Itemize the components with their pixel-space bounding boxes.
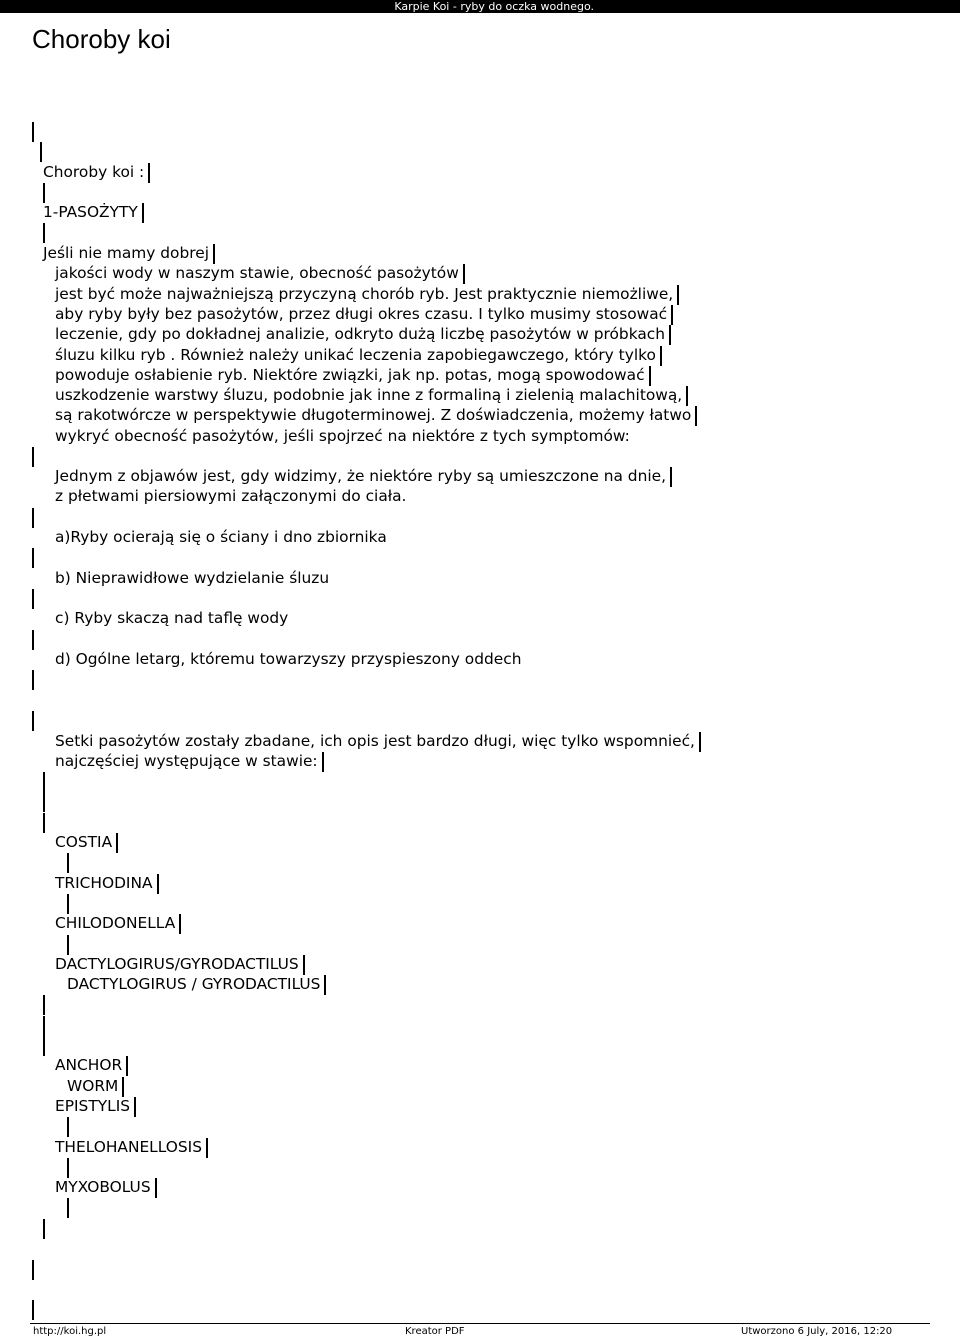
line-box <box>32 446 34 467</box>
section-title: 1-PASOŻYTY <box>43 203 138 221</box>
parasite-item <box>55 913 181 934</box>
missing-glyph-box-icon <box>660 346 662 366</box>
paragraph-line <box>43 243 215 264</box>
line-box <box>43 1218 45 1239</box>
line-box <box>67 893 69 914</box>
symptom-item <box>55 568 329 588</box>
missing-glyph-box-icon <box>43 995 45 1015</box>
missing-glyph-box-icon <box>142 203 144 223</box>
paragraph-line <box>55 405 697 426</box>
paragraph-line <box>55 345 662 366</box>
parasite-item <box>67 1076 124 1097</box>
missing-glyph-box-icon <box>67 935 69 955</box>
missing-glyph-box-icon <box>32 670 34 690</box>
paragraph-line <box>55 751 324 772</box>
parasite-item <box>55 954 305 975</box>
paragraph-line <box>55 365 651 386</box>
missing-glyph-box-icon <box>324 975 326 995</box>
line-box <box>32 547 34 568</box>
paragraph-line <box>55 466 672 487</box>
missing-glyph-box-icon <box>32 548 34 568</box>
missing-glyph-box-icon <box>43 1219 45 1239</box>
missing-glyph-box-icon <box>686 386 688 406</box>
paragraph-text: uszkodzenie warstwy śluzu, podobnie jak inne z formaliną i zielenią malachitową, <box>55 386 683 404</box>
symptom-text: d) Ogólne letarg, któremu towarzyszy przyspieszony oddech <box>55 650 522 668</box>
line-box <box>43 812 45 833</box>
missing-glyph-box-icon <box>40 142 42 162</box>
missing-glyph-box-icon <box>67 1117 69 1137</box>
line-box <box>32 588 34 609</box>
symptom-item <box>55 527 387 547</box>
missing-glyph-box-icon <box>32 711 34 731</box>
parasite-name: EPISTYLIS <box>55 1097 130 1115</box>
parasite-item <box>55 873 159 894</box>
missing-glyph-box-icon <box>699 732 701 752</box>
line-box <box>32 507 34 528</box>
symptom-text: b) Nieprawidłowe wydzielanie śluzu <box>55 569 330 587</box>
heading-text: Choroby koi : <box>43 163 145 181</box>
missing-glyph-box-icon <box>43 183 45 203</box>
line-box <box>32 1259 34 1280</box>
parasite-item <box>55 1137 208 1158</box>
paragraph-text: jakości wody w naszym stawie, obecność pasożytów <box>55 264 459 282</box>
line-box <box>67 1197 69 1218</box>
missing-glyph-box-icon <box>148 163 150 183</box>
paragraph-text: Setki pasożytów zostały zbadane, ich opis jest bardzo długi, więc tylko wspomnieć, <box>55 732 695 750</box>
line-box <box>43 791 45 812</box>
line-box <box>32 629 34 650</box>
parasite-item <box>55 832 118 853</box>
missing-glyph-box-icon <box>32 630 34 650</box>
symptom-item <box>55 608 288 628</box>
missing-glyph-box-icon <box>322 752 324 772</box>
line-box <box>32 710 34 731</box>
symptom-item <box>55 649 521 669</box>
missing-glyph-box-icon <box>67 853 69 873</box>
line-box <box>40 141 42 162</box>
missing-glyph-box-icon <box>303 955 305 975</box>
page-title: Choroby koi <box>32 24 171 54</box>
missing-glyph-box-icon <box>32 1260 34 1280</box>
missing-glyph-box-icon <box>677 285 679 305</box>
parasite-name: DACTYLOGIRUS/GYRODACTILUS <box>55 955 299 973</box>
missing-glyph-box-icon <box>155 1178 157 1198</box>
parasite-name: THELOHANELLOSIS <box>55 1138 202 1156</box>
missing-glyph-box-icon <box>43 792 45 812</box>
paragraph-text: aby ryby były bez pasożytów, przez długi okres czasu. I tylko musimy stosować <box>55 305 668 323</box>
parasite-name: MYXOBOLUS <box>55 1178 151 1196</box>
missing-glyph-box-icon <box>43 1016 45 1036</box>
missing-glyph-box-icon <box>43 813 45 833</box>
line-box <box>43 1015 45 1036</box>
footer-created-date: Utworzono 6 July, 2016, 12:20 <box>741 1326 893 1337</box>
missing-glyph-box-icon <box>116 833 118 853</box>
paragraph-text: wykryć obecność pasożytów, jeśli spojrzeć na niektóre z tych symptomów: <box>55 427 630 445</box>
heading-line <box>43 162 150 183</box>
missing-glyph-box-icon <box>67 1158 69 1178</box>
line-box <box>43 771 45 792</box>
paragraph-line <box>55 486 406 506</box>
missing-glyph-box-icon <box>126 1056 128 1076</box>
parasite-name: WORM <box>67 1077 119 1095</box>
line-box <box>32 121 34 142</box>
paragraph-line <box>55 385 688 406</box>
missing-glyph-box-icon <box>32 122 34 142</box>
parasite-name: TRICHODINA <box>55 874 153 892</box>
header-site-title: Karpie Koi - ryby do oczka wodnego. <box>394 0 594 13</box>
line-box <box>43 182 45 203</box>
parasite-item <box>55 1055 128 1076</box>
missing-glyph-box-icon <box>43 772 45 792</box>
missing-glyph-box-icon <box>670 467 672 487</box>
missing-glyph-box-icon <box>213 244 215 264</box>
missing-glyph-box-icon <box>671 305 673 325</box>
paragraph-text: Jednym z objawów jest, gdy widzimy, że niektóre ryby są umieszczone na dnie, <box>55 467 666 485</box>
missing-glyph-box-icon <box>157 874 159 894</box>
missing-glyph-box-icon <box>32 508 34 528</box>
footer-divider <box>30 1323 930 1324</box>
symptom-text: a)Ryby ocierają się o ściany i dno zbiornika <box>55 528 387 546</box>
missing-glyph-box-icon <box>695 406 697 426</box>
paragraph-line <box>55 324 671 345</box>
line-box <box>67 934 69 955</box>
paragraph-text: z płetwami piersiowymi załączonymi do ciała. <box>55 487 407 505</box>
line-box <box>43 1035 45 1056</box>
missing-glyph-box-icon <box>43 223 45 243</box>
line-box <box>67 1116 69 1137</box>
line-box <box>43 222 45 243</box>
line-box <box>67 1157 69 1178</box>
parasite-item <box>55 1096 136 1117</box>
parasite-name: COSTIA <box>55 833 113 851</box>
missing-glyph-box-icon <box>649 366 651 386</box>
missing-glyph-box-icon <box>67 1198 69 1218</box>
paragraph-line <box>55 263 465 284</box>
line-box <box>43 994 45 1015</box>
paragraph-text: są rakotwórcze w perspektywie długoterminowej. Z doświadczenia, możemy łatwo <box>55 406 692 424</box>
footer-creator: Kreator PDF <box>405 1326 465 1337</box>
missing-glyph-box-icon <box>32 447 34 467</box>
paragraph-line <box>55 284 679 305</box>
paragraph-text: jest być może najważniejszą przyczyną chorób ryb. Jest praktycznie niemożliwe, <box>55 285 674 303</box>
symptom-text: c) Ryby skaczą nad taflę wody <box>55 609 289 627</box>
missing-glyph-box-icon <box>67 894 69 914</box>
missing-glyph-box-icon <box>134 1097 136 1117</box>
paragraph-text: powoduje osłabienie ryb. Niektóre związki, jak np. potas, mogą spowodować <box>55 366 645 384</box>
missing-glyph-box-icon <box>32 589 34 609</box>
missing-glyph-box-icon <box>32 1300 34 1320</box>
footer-url-link[interactable]: http://koi.hg.pl <box>33 1326 107 1337</box>
line-box <box>32 669 34 690</box>
paragraph-text: Jeśli nie mamy dobrej <box>43 244 209 262</box>
parasite-name: CHILODONELLA <box>55 914 176 932</box>
header-bar <box>0 0 960 13</box>
paragraph-line <box>55 731 701 752</box>
missing-glyph-box-icon <box>43 1036 45 1056</box>
missing-glyph-box-icon <box>206 1138 208 1158</box>
paragraph-text: śluzu kilku ryb . Również należy unikać leczenia zapobiegawczego, który tylko <box>55 346 656 364</box>
missing-glyph-box-icon <box>463 264 465 284</box>
parasite-name: DACTYLOGIRUS / GYRODACTILUS <box>67 975 321 993</box>
missing-glyph-box-icon <box>122 1077 124 1097</box>
paragraph-line <box>55 426 630 446</box>
paragraph-line <box>55 304 673 325</box>
line-box <box>32 1299 34 1320</box>
parasite-item <box>55 1177 157 1198</box>
parasite-item <box>67 974 326 995</box>
section-title-line <box>43 202 144 223</box>
missing-glyph-box-icon <box>179 914 181 934</box>
parasite-name: ANCHOR <box>55 1056 123 1074</box>
missing-glyph-box-icon <box>669 325 671 345</box>
line-box <box>67 852 69 873</box>
paragraph-text: leczenie, gdy po dokładnej analizie, odkryto dużą liczbę pasożytów w próbkach <box>55 325 665 343</box>
paragraph-text: najczęściej występujące w stawie: <box>55 752 318 770</box>
